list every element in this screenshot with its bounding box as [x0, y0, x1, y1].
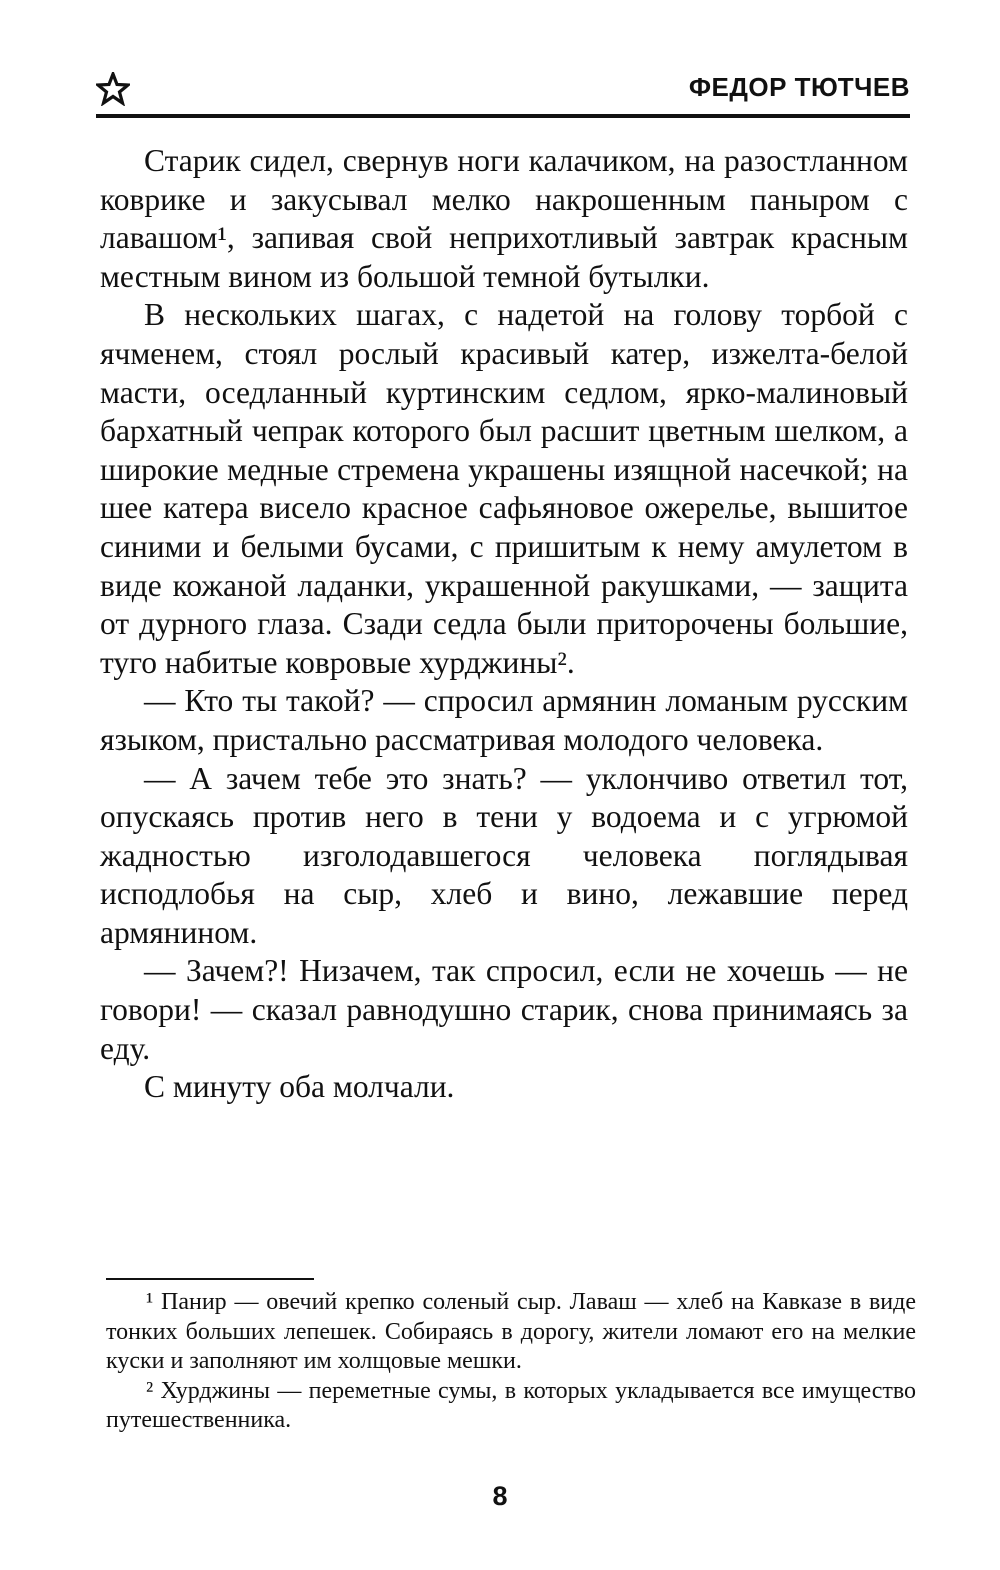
paragraph: — А зачем тебе это знать? — уклончиво ответил тот, опускаясь против него в тени у водоема и с угрюмой жадностью изголодавшегося человека поглядывая исподлобья на сыр, хлеб и вино, лежавшие перед армянином. — [100, 760, 908, 950]
main-text — [100, 142, 908, 1107]
paragraph: — Зачем?! Низачем, так спросил, если не хочешь — не говори! — сказал равнодушно старик, снова принимаясь за еду. — [100, 953, 908, 1066]
header-rule — [96, 114, 910, 118]
paragraph: В нескольких шагах, с надетой на голову торбой с ячменем, стоял рослый красивый катер, изжелта-белой масти, оседланный куртинским седлом, ярко-малиновый бархатный чепрак которого был расшит цветным шелком, а широкие медные стремена украшены изящной насечкой; на шее катера висело красное сафьяновое ожерелье, вышитое синими и белыми бусами, с пришитым к нему амулетом в виде кожаной ладанки, украшенной ракушками, — защита от дурного глаза. Сзади седла были приторочены большие, туго набитые ковровые хурджины². — [100, 297, 908, 680]
paragraph: Старик сидел, свернув ноги калачиком, на разостланном коврике и закусывал мелко накрошенным паныром с лавашом¹, запивая свой неприхотливый завтрак красным местным вином из большой темной бутылки. — [100, 143, 908, 294]
page-header — [96, 62, 910, 112]
footnotes — [106, 1288, 916, 1436]
running-head-author: ФЕДОР ТЮТЧЕВ — [688, 72, 910, 102]
page-number: 8 — [492, 1481, 508, 1511]
footnote: ² Хурджины — переметные сумы, в которых укладывается все имущество путешественника. — [106, 1377, 916, 1433]
footnote: ¹ Панир — овечий крепко соленый сыр. Лаваш — хлеб на Кавказе в виде тонких больших лепешек. Собираясь в дорогу, жители ломают его на мелкие куски и заполняют им холщовые мешки. — [106, 1289, 916, 1374]
footnote-separator — [106, 1278, 314, 1280]
star-outline-icon — [96, 72, 130, 106]
paragraph: С минуту оба молчали. — [144, 1069, 455, 1105]
paragraph: — Кто ты такой? — спросил армянин ломаным русским языком, пристально рассматривая молодого человека. — [100, 683, 908, 757]
